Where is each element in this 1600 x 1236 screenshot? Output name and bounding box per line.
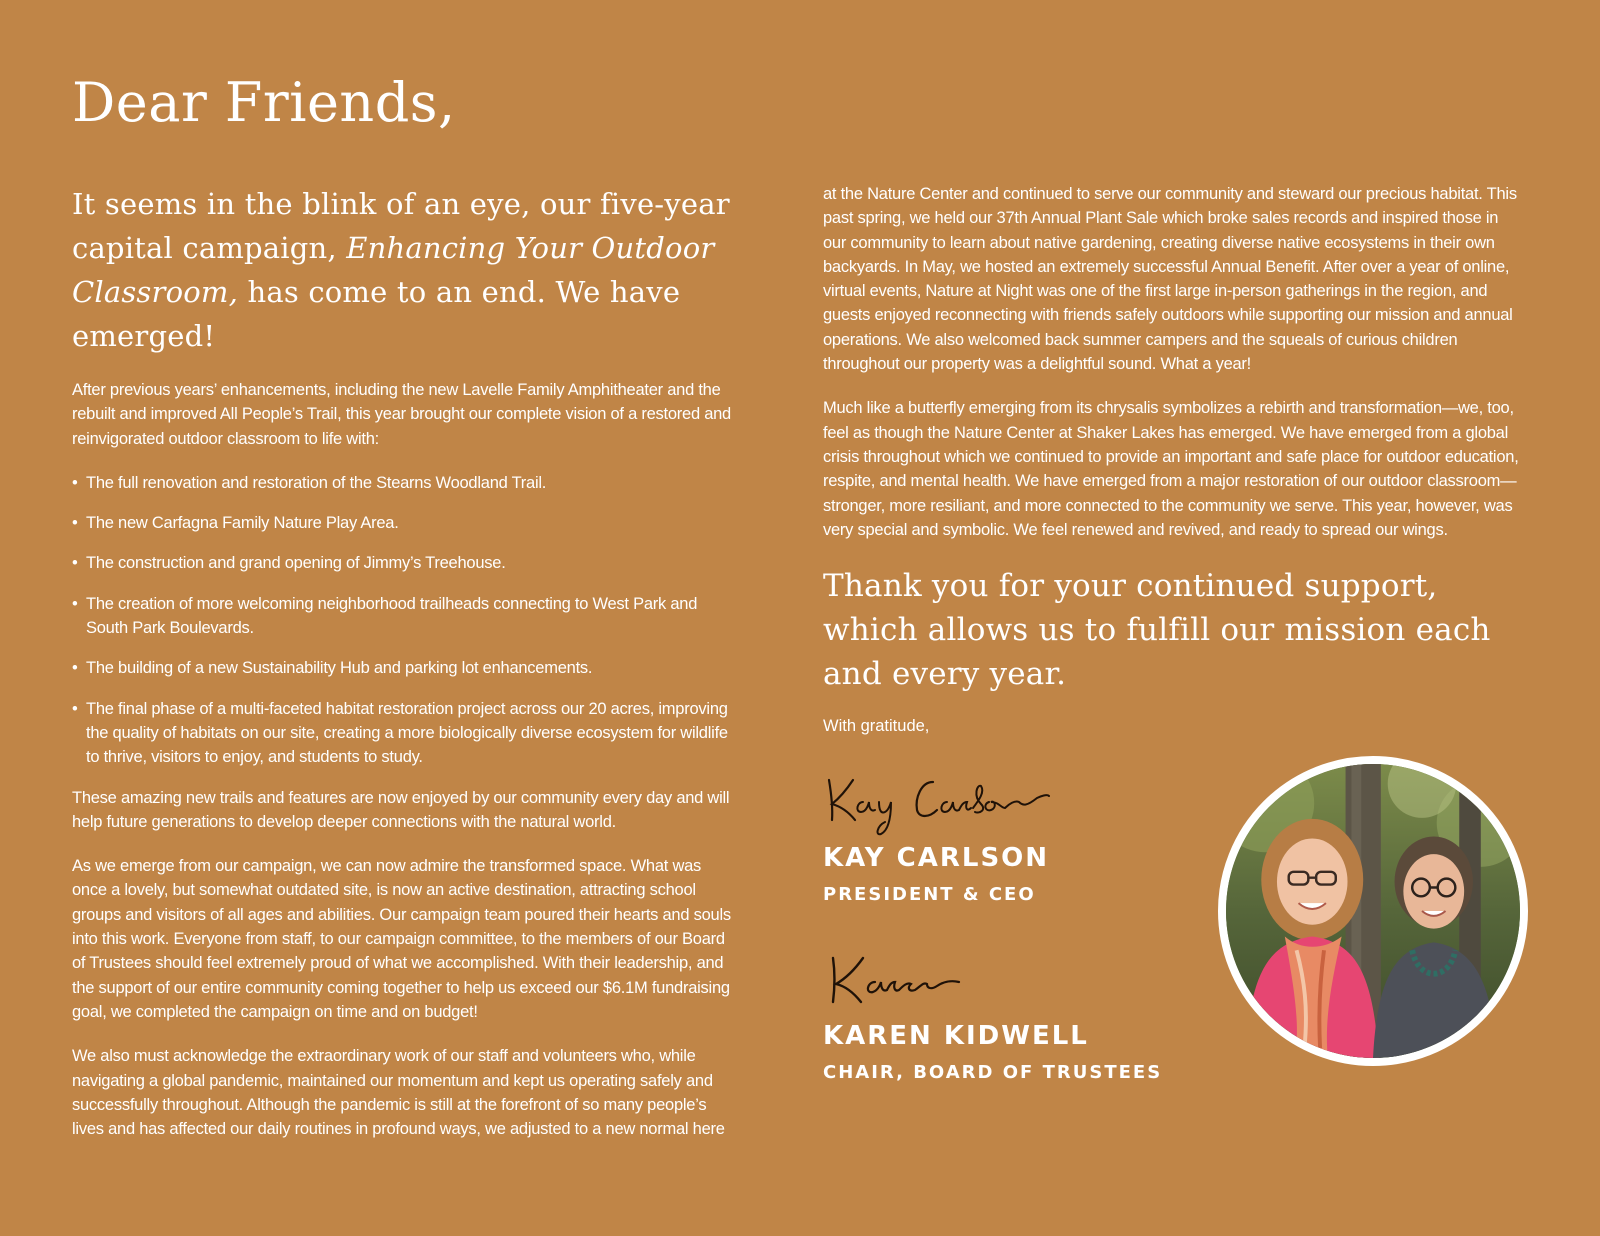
portrait-illustration — [1226, 764, 1520, 1058]
left-column — [72, 182, 740, 1161]
paragraph-butterfly: Much like a butterfly emerging from its chrysalis symbolizes a rebirth and transformation—we, too, feel as though the Nature Center at Shaker Lakes has emerged. We have emerged from a global crisis throughout which we continued to provide an important and safe place for outdoor education, respite, and mental health. We have emerged from a major restoration of our outdoor classroom—stronger, more resiliant, and more connected to the community we serve. This year, however, was very special and symbolic. We feel renewed and revived, and ready to spread our wings. — [823, 399, 1519, 539]
paragraph-nature-center: at the Nature Center and continued to serve our community and steward our precious habitat. This past spring, we held our 37th Annual Plant Sale which broke sales records and inspired those in our community to learn about native gardening, creating diverse native ecosystems in their own backyards. In May, we hosted an extremely successful Annual Benefit. After over a year of online, virtual events, Nature at Night was one of the first large in-person gatherings in the region, and guests enjoyed reconnecting with friends safely outdoors while supporting our mission and annual operations. We also welcomed back summer campers and the squeals of curious children throughout our property was a delightful sound. What a year! — [823, 185, 1517, 374]
intro-part-2: has come to an end. We have emerged! — [72, 275, 681, 353]
handwritten-signature-icon — [823, 772, 1053, 842]
signer-title: PRESIDENT & CEO — [823, 884, 1036, 905]
intro-part-1: It seems in the blink of an eye, our five-year capital campaign, — [72, 187, 730, 265]
thank-you-statement: Thank you for your continued support, which allows us to fulfill our mission each and every year. — [823, 568, 1491, 693]
paragraph-campaign: As we emerge from our campaign, we can now admire the transformed space. What was once a lovely, but somewhat outdated site, is now an active destination, attracting school groups and visitors of all ages and abilities. Our campaign team poured their hearts and souls into this work. Everyone from staff, to our campaign committee, to the members of our Board of Trustees should feel extremely proud of what we accomplished. With their leadership, and the support of our entire community coming together to help us exceed our $6.1M fundraising goal, we completed the campaign on time and on budget! — [72, 857, 731, 1021]
signer-name: KAREN KIDWELL — [823, 1021, 1089, 1051]
campaign-name: Enhancing Your Outdoor Classroom, — [72, 231, 715, 309]
list-item-text: The full renovation and restoration of the Stearns Woodland Trail. — [86, 473, 547, 492]
list-item-text: The creation of more welcoming neighborhood trailheads connecting to West Park and South Park Boulevards. — [86, 594, 698, 638]
closing-line: With gratitude, — [823, 717, 930, 736]
paragraph-enhancements: After previous years’ enhancements, including the new Lavelle Family Amphitheater and the rebuilt and improved All People’s Trail, this year brought our complete vision of a restored and reinvigorated outdoor classroom to life with: — [72, 381, 731, 448]
list-item — [72, 656, 740, 680]
bullet-marker: • — [72, 594, 78, 613]
signer-kay-carlson — [823, 772, 1053, 906]
list-item-text: The final phase of a multi-faceted habitat restoration project across our 20 acres, improving the quality of habitats on our site, creating a more biologically diverse ecosystem for wildlife to thrive, visitors to enjoy, and students to study. — [86, 699, 728, 767]
greeting-heading: Dear Friends, — [72, 71, 456, 134]
bullet-marker: • — [72, 473, 78, 492]
list-item-text: The construction and grand opening of Jimmy’s Treehouse. — [86, 554, 506, 573]
portrait-photo — [1218, 756, 1528, 1066]
signer-title: CHAIR, BOARD OF TRUSTEES — [823, 1062, 1163, 1083]
bullet-marker: • — [72, 659, 78, 678]
paragraph-staff: We also must acknowledge the extraordinary work of our staff and volunteers who, while navigating a global pandemic, maintained our momentum and kept us operating safely and successfully throughout. Although the pandemic is still at the forefront of so many people’s lives and has affected our daily routines in profound ways, we adjusted to a new normal here — [72, 1047, 725, 1139]
paragraph-community: These amazing new trails and features are now enjoyed by our community every day and will help future generations to develop deeper connections with the natural world. — [72, 788, 730, 831]
list-item — [72, 592, 740, 641]
list-item-text: The new Carfagna Family Nature Play Area. — [86, 514, 399, 533]
list-item — [72, 511, 740, 535]
intro-statement — [72, 182, 740, 358]
signer-karen-kidwell — [823, 950, 1162, 1084]
bullet-marker: • — [72, 699, 78, 718]
list-item — [72, 697, 740, 770]
list-item — [72, 551, 740, 575]
right-column — [823, 182, 1523, 738]
enhancements-list — [72, 471, 740, 770]
bullet-marker: • — [72, 554, 78, 573]
handwritten-signature-icon — [823, 950, 1053, 1020]
bullet-marker: • — [72, 514, 78, 533]
signer-name: KAY CARLSON — [823, 843, 1050, 873]
list-item-text: The building of a new Sustainability Hub and parking lot enhancements. — [86, 659, 593, 678]
list-item — [72, 471, 740, 495]
